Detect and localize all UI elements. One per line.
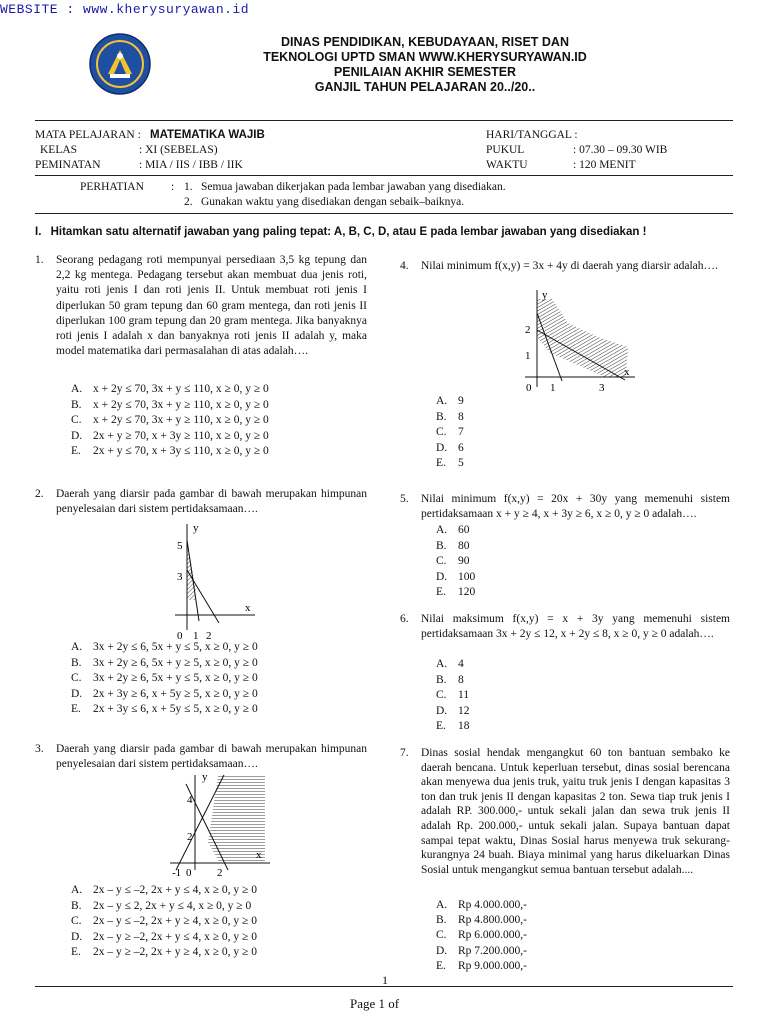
q2-options xyxy=(71,640,258,718)
page-number: Page 1 of xyxy=(350,996,400,1011)
pukul-value: : 07.30 – 09.30 WIB xyxy=(573,144,668,156)
question-number: 7. xyxy=(400,747,409,759)
mapel-label: MATA PELAJARAN : xyxy=(35,129,141,141)
perhatian-num-1: 1. xyxy=(184,181,193,193)
info-divider xyxy=(35,175,733,176)
perhatian-label: PERHATIAN xyxy=(80,181,144,193)
option-e[interactable]: E. 2x + 3y ≤ 6, x + 5y ≤ 5, x ≥ 0, y ≥ 0 xyxy=(71,703,258,716)
question-number: 4. xyxy=(400,260,409,272)
option-e[interactable]: E. 5 xyxy=(436,457,464,470)
option-e[interactable]: E. 18 xyxy=(436,720,470,733)
option-d[interactable]: D. 2x – y ≥ –2, 2x + y ≤ 4, x ≥ 0, y ≥ 0 xyxy=(71,930,257,943)
option-e[interactable]: E. 2x + y ≤ 70, x + 3y ≤ 110, x ≥ 0, y ≥ 0 xyxy=(71,445,269,458)
tick-label: 1 xyxy=(550,382,556,394)
school-header xyxy=(160,35,690,95)
section-title: Hitamkan satu alternatif jawaban yang paling tepat: A, B, C, D, atau E pada lembar jawaban yang disediakan ! xyxy=(50,226,647,238)
tick-label: 3 xyxy=(177,571,183,583)
perhatian-item-1: Semua jawaban dikerjakan pada lembar jawaban yang disediakan. xyxy=(201,181,506,193)
option-c[interactable]: C. 2x – y ≤ –2, 2x + y ≥ 4, x ≥ 0, y ≥ 0 xyxy=(71,915,257,928)
question-text: Seorang pedagang roti mempunyai persediaan 3,5 kg tepung dan 2,2 kg mentega. Pedagang tersebut akan membuat dua jenis roti, yaitu roti jenis I dan roti jenis II. Untuk membuat roti jenis I diperlukan 50 gram tepung dan 60 gram mentega, dan roti jenis II diperlukan 100 gram tepung dan 20 gram mentega. Jika banyaknya roti jenis I adalah x dan banyaknya roti jenis II adalah y, maka model matematika dari permasalahan di atas adalah…. xyxy=(56,254,367,358)
question-number: 6. xyxy=(400,613,409,625)
tick-label: 1 xyxy=(193,630,199,642)
tick-label: 0 xyxy=(177,630,183,642)
question-2 xyxy=(35,487,367,517)
header-divider xyxy=(35,120,733,121)
tick-label: -1 xyxy=(172,867,182,879)
option-c[interactable]: C. 90 xyxy=(436,555,470,568)
q4-options xyxy=(436,394,464,472)
option-e[interactable]: E. Rp 9.000.000,- xyxy=(436,959,527,972)
x-axis-label: x xyxy=(245,602,251,614)
perhatian-item-2: Gunakan waktu yang disediakan dengan sebaik–baiknya. xyxy=(201,196,465,208)
peminatan-label: PEMINATAN xyxy=(35,159,101,171)
tick-label: 2 xyxy=(187,831,193,843)
option-a[interactable]: A. 60 xyxy=(436,524,470,536)
option-c[interactable]: C. x + 2y ≤ 70, 3x + y ≥ 110, x ≥ 0, y ≥ 0 xyxy=(71,414,269,427)
option-a[interactable]: A. x + 2y ≤ 70, 3x + y ≤ 110, x ≥ 0, y ≥ 0 xyxy=(71,383,269,395)
option-b[interactable]: B. 2x – y ≤ 2, 2x + y ≤ 4, x ≥ 0, y ≥ 0 xyxy=(71,899,252,912)
waktu-value: : 120 MENIT xyxy=(573,159,636,171)
option-b[interactable]: B. 8 xyxy=(436,673,464,686)
question-5 xyxy=(400,492,730,522)
question-text: Daerah yang diarsir pada gambar di bawah merupakan himpunan penyelesaian dari sistem pertidaksamaan…. xyxy=(56,743,367,771)
tick-label: 2 xyxy=(525,324,531,336)
question-text: Nilai minimum f(x,y) = 20x + 30y yang memenuhi sistem pertidaksamaan x + y ≥ 4, x + 3y ≥ 6, x ≥ 0, y ≥ 0 adalah…. xyxy=(421,493,730,521)
section-number: I. xyxy=(35,226,42,238)
y-axis-label: y xyxy=(542,289,548,301)
option-e[interactable]: E. 120 xyxy=(436,586,476,599)
q3-options xyxy=(71,883,257,961)
peminatan-value: : MIA / IIS / IBB / IIK xyxy=(139,159,243,171)
footer-mark: 1 xyxy=(382,973,388,987)
question-text: Dinas sosial hendak mengangkut 60 ton bantuan sembako ke daerah bencana. Untuk keperluan tersebut, dinas sosial berencana akan menyewa dua jenis truk, yaitu truk jenis I dengan kapasitas 3 ton dan truk jenis II dengan kapasitas 2 ton. Sewa tiap truk jenis I adalah RP. 300.000,- untuk sekali jalan dan sewa truk jenis II adalah Rp. 200.000,- untuk sekali jalan. Supaya bantuan dapat sampai tepat waktu, Dinas Sosial harus menyewa truk sekurang-kurangnya 24 buah. Biaya minimal yang harus dikeluarkan Dinas Sosial untuk mengangkut semua bantuan tersebut adalah.... xyxy=(421,747,730,876)
q5-options xyxy=(436,523,475,601)
q1-options xyxy=(71,382,269,460)
question-text: Nilai minimum f(x,y) = 3x + 4y di daerah yang diarsir adalah…. xyxy=(421,260,718,272)
option-d[interactable]: D. 2x + y ≥ 70, x + 3y ≥ 110, x ≥ 0, y ≥ 0 xyxy=(71,429,269,442)
tick-label: 2 xyxy=(206,630,212,642)
y-axis-label: y xyxy=(202,771,208,783)
kelas-label: KELAS xyxy=(40,144,78,156)
option-c[interactable]: C. 11 xyxy=(436,689,470,702)
option-b[interactable]: B. 8 xyxy=(436,410,464,423)
question-text: Daerah yang diarsir pada gambar di bawah merupakan himpunan penyelesaian dari sistem pertidaksamaan…. xyxy=(56,488,367,516)
website-url[interactable]: WEBSITE : www.kherysuryawan.id xyxy=(0,2,250,17)
waktu-label: WAKTU xyxy=(486,159,528,171)
option-d[interactable]: D. 12 xyxy=(436,704,470,717)
option-a[interactable]: A. 3x + 2y ≤ 6, 5x + y ≤ 5, x ≥ 0, y ≥ 0 xyxy=(71,641,258,653)
question-number: 2. xyxy=(35,488,44,500)
q7-options xyxy=(436,898,527,974)
option-d[interactable]: D. 2x + 3y ≥ 6, x + 5y ≥ 5, x ≥ 0, y ≥ 0 xyxy=(71,687,258,700)
q6-options xyxy=(436,657,470,735)
tick-label: 0 xyxy=(526,382,532,394)
option-b[interactable]: B. 3x + 2y ≥ 6, 5x + y ≥ 5, x ≥ 0, y ≥ 0 xyxy=(71,656,258,669)
footer-divider xyxy=(35,986,733,987)
header-line-3: PENILAIAN AKHIR SEMESTER xyxy=(333,65,517,79)
question-1 xyxy=(35,253,367,359)
question-number: 3. xyxy=(35,743,44,755)
mapel-value: MATEMATIKA WAJIB xyxy=(150,129,265,141)
option-a[interactable]: A. Rp 4.000.000,- xyxy=(436,899,527,911)
tick-label: 2 xyxy=(217,867,223,879)
question-7 xyxy=(400,746,730,877)
option-c[interactable]: C. 7 xyxy=(436,426,464,439)
option-d[interactable]: D. 6 xyxy=(436,441,464,454)
perhatian-divider xyxy=(35,213,733,214)
option-d[interactable]: D. Rp 7.200.000,- xyxy=(436,944,527,957)
tick-label: 5 xyxy=(177,540,183,552)
option-a[interactable]: A. 4 xyxy=(436,658,464,670)
x-axis-label: x xyxy=(624,366,630,378)
kelas-value: : XI (SEBELAS) xyxy=(139,144,218,156)
option-b[interactable]: B. 80 xyxy=(436,539,470,552)
tick-label: 3 xyxy=(599,382,605,394)
option-c[interactable]: C. 3x + 2y ≥ 6, 5x + y ≤ 5, x ≥ 0, y ≥ 0 xyxy=(71,672,258,685)
q2-graph xyxy=(165,518,265,643)
tick-label: 0 xyxy=(186,867,192,879)
hari-label: HARI/TANGGAL : xyxy=(486,129,578,141)
header-line-4: GANJIL TAHUN PELAJARAN 20../20.. xyxy=(314,80,536,94)
section-instruction xyxy=(35,226,735,238)
option-b[interactable]: B. x + 2y ≤ 70, 3x + y ≥ 110, x ≥ 0, y ≥ 0 xyxy=(71,398,269,411)
question-6 xyxy=(400,612,730,642)
q4-graph xyxy=(510,285,650,397)
option-a[interactable]: A. 2x – y ≤ –2, 2x + y ≤ 4, x ≥ 0, y ≥ 0 xyxy=(71,884,257,896)
question-4 xyxy=(400,259,730,274)
question-number: 1. xyxy=(35,254,44,266)
tick-label: 4 xyxy=(187,794,193,806)
header-line-1: DINAS PENDIDIKAN, KEBUDAYAAN, RISET DAN xyxy=(280,35,569,49)
question-3 xyxy=(35,742,367,772)
perhatian-num-2: 2. xyxy=(184,196,193,208)
option-d[interactable]: D. 100 xyxy=(436,570,476,583)
q3-graph xyxy=(160,770,280,880)
option-e[interactable]: E. 2x – y ≥ –2, 2x + y ≥ 4, x ≥ 0, y ≥ 0 xyxy=(71,946,257,959)
pukul-label: PUKUL xyxy=(486,144,525,156)
option-c[interactable]: C. Rp 6.000.000,- xyxy=(436,929,527,942)
question-text: Nilai maksimum f(x,y) = x + 3y yang memenuhi sistem pertidaksamaan 3x + 2y ≤ 12, x + 2y ≤ 8, x ≥ 0, y ≥ 0 adalah…. xyxy=(421,613,730,641)
option-b[interactable]: B. Rp 4.800.000,- xyxy=(436,914,527,927)
option-a[interactable]: A. 9 xyxy=(436,395,464,407)
y-axis-label: y xyxy=(193,522,199,534)
tick-label: 1 xyxy=(525,350,531,362)
tut-wuri-handayani-logo xyxy=(88,32,152,96)
header-line-2: TEKNOLOGI UPTD SMAN WWW.KHERYSURYAWAN.ID xyxy=(263,50,587,64)
x-axis-label: x xyxy=(256,849,262,861)
question-number: 5. xyxy=(400,493,409,505)
perhatian-colon: : xyxy=(171,181,175,193)
